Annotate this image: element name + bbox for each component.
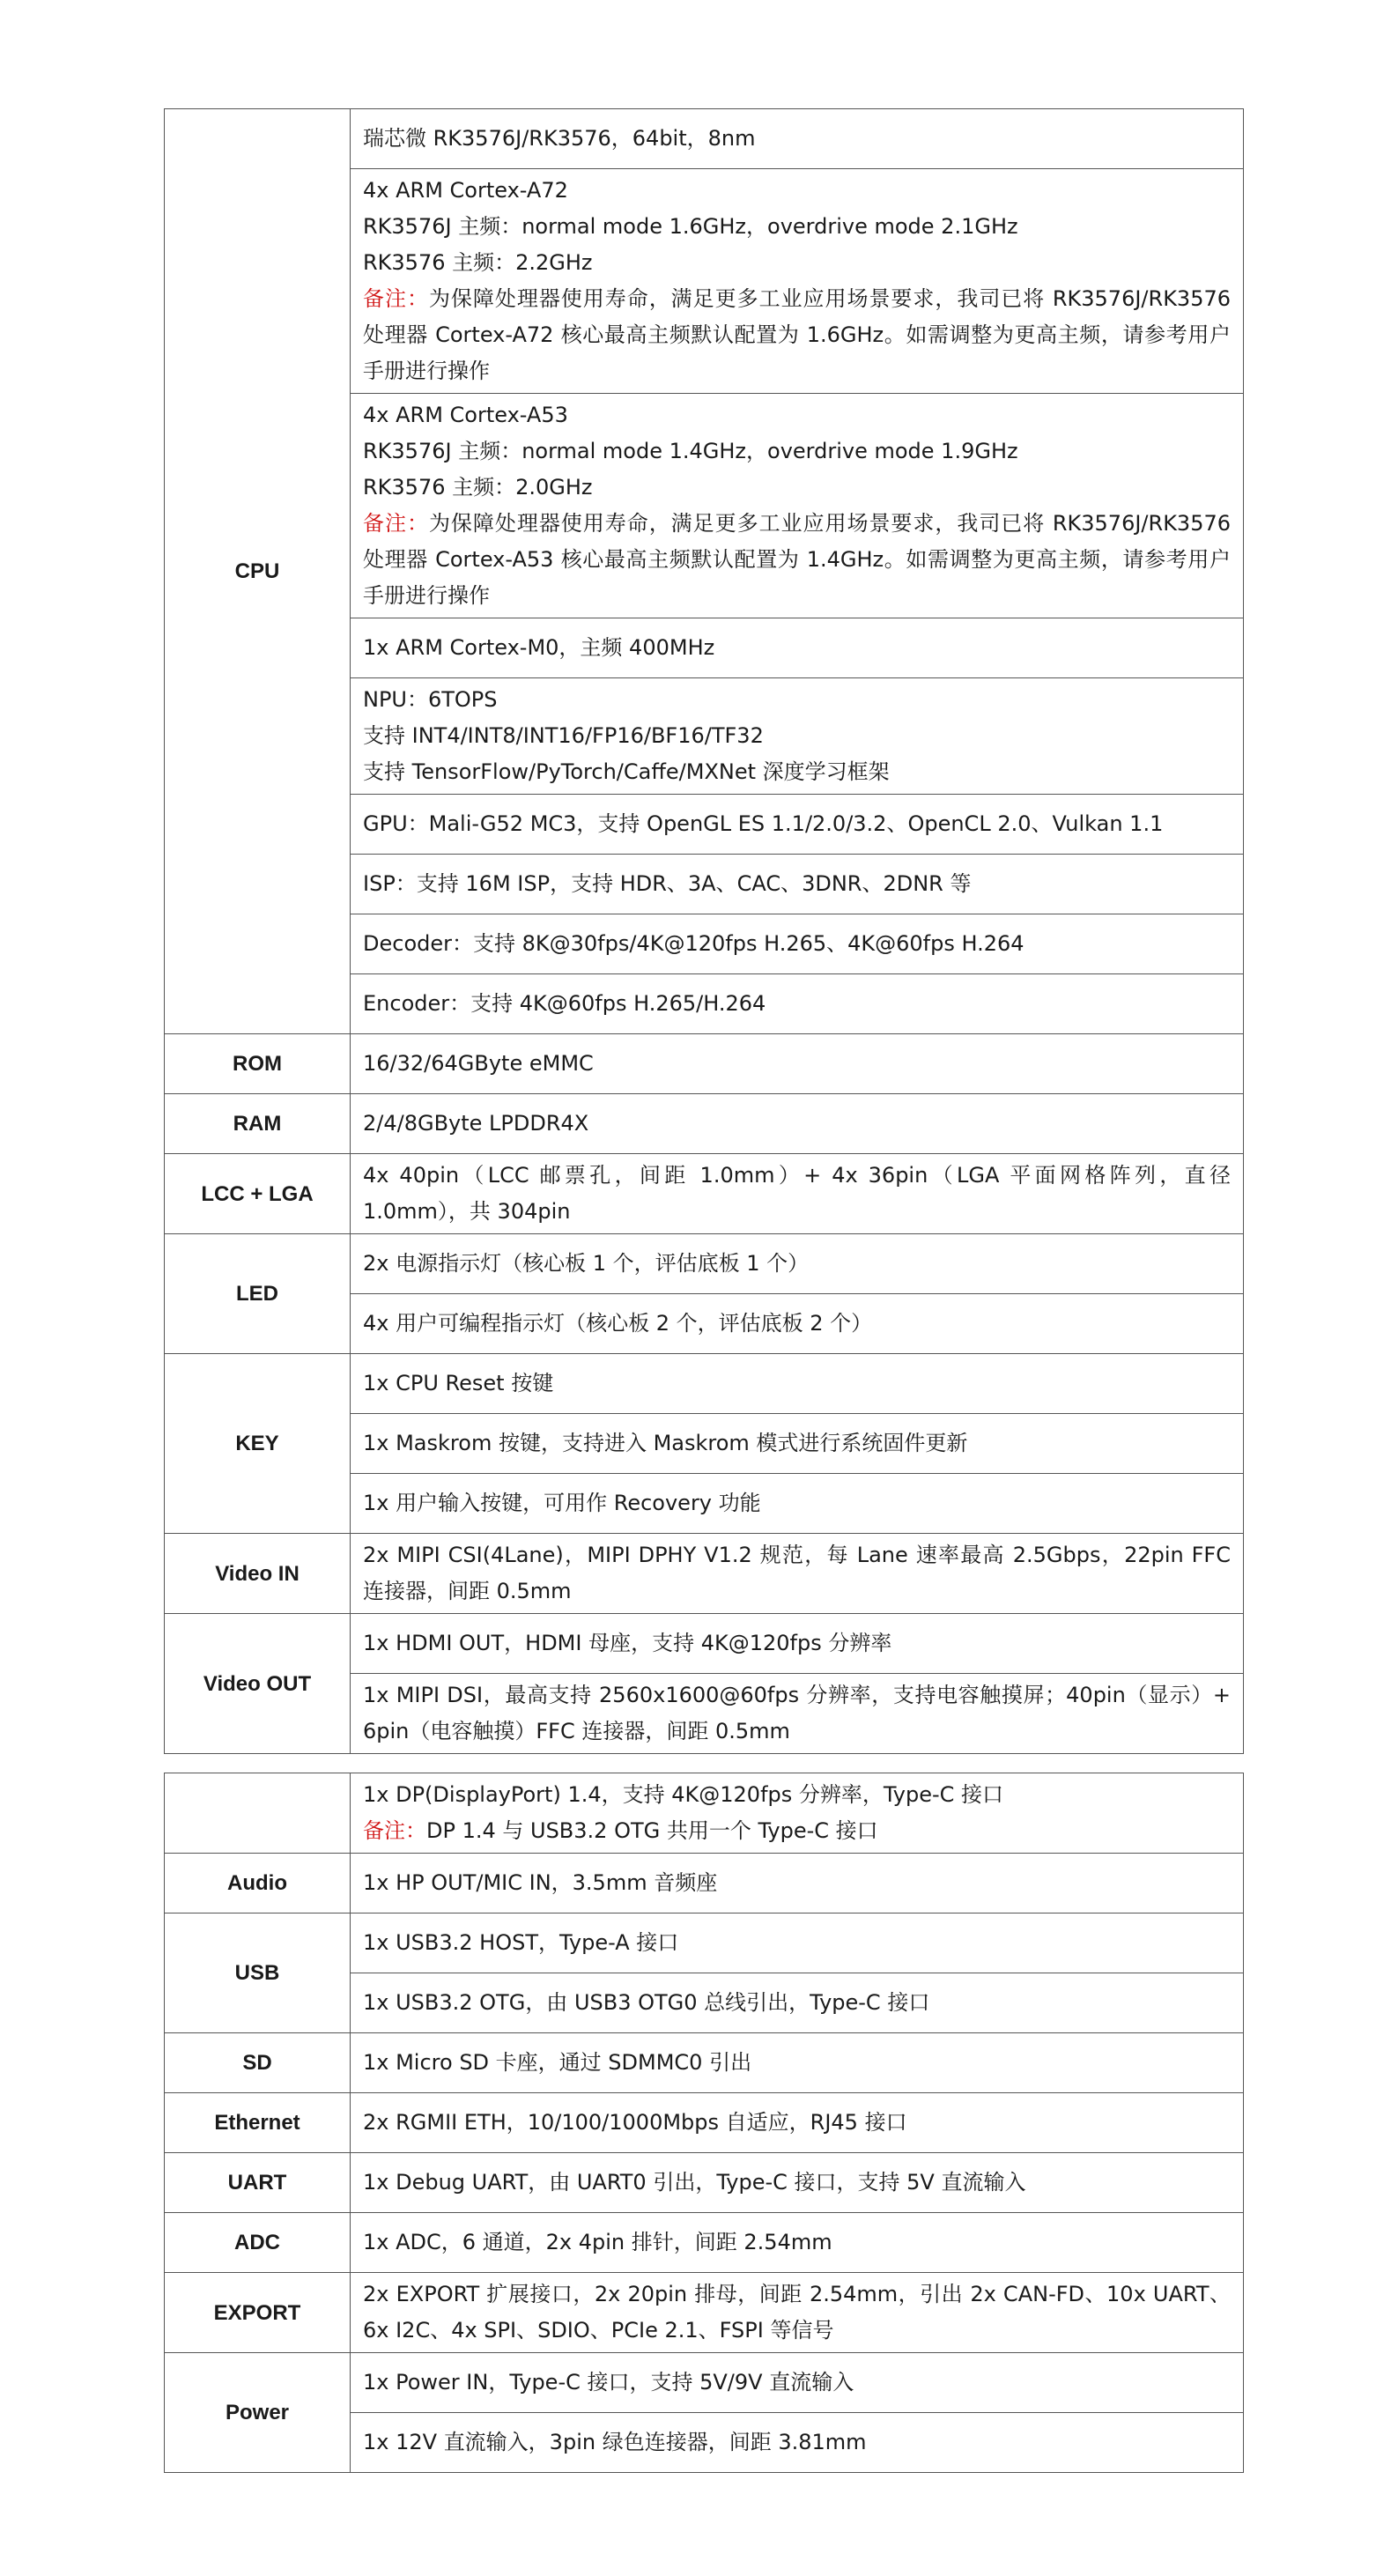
table-row xyxy=(165,1094,1244,1154)
spec-text: 2x RGMII ETH，10/100/1000Mbps 自适应，RJ45 接口 xyxy=(363,2110,907,2135)
table-row xyxy=(165,1614,1244,1674)
spec-cell xyxy=(351,855,1244,914)
row-label-blank xyxy=(165,1773,351,1854)
spec-line xyxy=(363,1677,1231,1750)
spec-cell xyxy=(351,2213,1244,2273)
spec-text: NPU：6TOPS xyxy=(363,687,498,712)
spec-text: 1x ADC，6 通道，2x 4pin 排针，间距 2.54mm xyxy=(363,2230,832,2254)
spec-text: 4x 用户可编程指示灯（核心板 2 个，评估底板 2 个） xyxy=(363,1311,873,1336)
spec-line xyxy=(363,718,1231,754)
spec-text: 4x 40pin（LCC 邮票孔，间距 1.0mm）+ 4x 36pin（LGA 平面网格阵列，直径 1.0mm），共 304pin xyxy=(363,1163,1231,1224)
spec-cell xyxy=(351,1034,1244,1094)
spec-cell xyxy=(351,1534,1244,1614)
spec-cell xyxy=(351,2153,1244,2213)
spec-line xyxy=(363,281,1231,389)
table-row xyxy=(165,1773,1244,1854)
table-row xyxy=(165,1354,1244,1414)
spec-line xyxy=(363,1158,1231,1230)
spec-text: RK3576 主频：2.2GHz xyxy=(363,250,593,275)
spec-line xyxy=(363,1366,1231,1402)
spec-text: 瑞芯微 RK3576J/RK3576，64bit，8nm xyxy=(363,126,756,151)
spec-line xyxy=(363,1425,1231,1462)
spec-table-2 xyxy=(164,1773,1244,2473)
row-label-sd: SD xyxy=(165,2033,351,2093)
spec-text: 16/32/64GByte eMMC xyxy=(363,1051,594,1076)
table-row xyxy=(165,2353,1244,2413)
spec-line xyxy=(363,2365,1231,2401)
spec-line xyxy=(363,433,1231,470)
note-label: 备注： xyxy=(363,1818,426,1843)
row-label-key: KEY xyxy=(165,1354,351,1534)
spec-text: 2x EXPORT 扩展接口，2x 20pin 排母，间距 2.54mm，引出 2x CAN-FD、10x UART、6x I2C、4x SPI、SDIO、PCIe 2.1、FSPI 等信号 xyxy=(363,2282,1231,2343)
spec-text: RK3576 主频：2.0GHz xyxy=(363,475,593,500)
note-label: 备注： xyxy=(363,511,429,536)
spec-text: 1x 12V 直流输入，3pin 绿色连接器，间距 3.81mm xyxy=(363,2430,867,2454)
spec-cell xyxy=(351,2033,1244,2093)
spec-text: 1x HDMI OUT，HDMI 母座，支持 4K@120fps 分辨率 xyxy=(363,1631,892,1655)
row-label-led: LED xyxy=(165,1234,351,1354)
spec-text: 为保障处理器使用寿命，满足更多工业应用场景要求，我司已将 RK3576J/RK3576 处理器 Cortex-A53 核心最高主频默认配置为 1.4GHz。如需调整为更高主频，请参考用户手册进行操作 xyxy=(363,511,1232,608)
spec-line xyxy=(363,397,1231,433)
spec-line xyxy=(363,1246,1231,1282)
spec-text: GPU：Mali-G52 MC3，支持 OpenGL ES 1.1/2.0/3.2、OpenCL 2.0、Vulkan 1.1 xyxy=(363,811,1164,836)
spec-cell xyxy=(351,1973,1244,2033)
spec-cell xyxy=(351,795,1244,855)
row-label-ram: RAM xyxy=(165,1094,351,1154)
spec-line xyxy=(363,1777,1231,1813)
spec-text: 1x HP OUT/MIC IN，3.5mm 音频座 xyxy=(363,1870,718,1895)
table-row xyxy=(165,1234,1244,1294)
row-label-ethernet: Ethernet xyxy=(165,2093,351,2153)
spec-line xyxy=(363,1813,1231,1849)
spec-line xyxy=(363,926,1231,962)
spec-text: 1x Maskrom 按键，支持进入 Maskrom 模式进行系统固件更新 xyxy=(363,1431,968,1455)
spec-text: 1x ARM Cortex-M0，主频 400MHz xyxy=(363,635,715,660)
spec-text: Encoder：支持 4K@60fps H.265/H.264 xyxy=(363,991,766,1016)
spec-line xyxy=(363,630,1231,666)
table-row xyxy=(165,2213,1244,2273)
table-row xyxy=(165,1913,1244,1973)
spec-cell xyxy=(351,914,1244,974)
spec-text: Decoder：支持 8K@30fps/4K@120fps H.265、4K@60fps H.264 xyxy=(363,931,1024,956)
spec-line xyxy=(363,1306,1231,1342)
spec-cell xyxy=(351,1614,1244,1674)
spec-text: 4x ARM Cortex-A53 xyxy=(363,403,568,427)
spec-line xyxy=(363,2045,1231,2081)
row-label-adc: ADC xyxy=(165,2213,351,2273)
row-label-lcc-lga: LCC + LGA xyxy=(165,1154,351,1234)
spec-line xyxy=(363,2276,1231,2349)
row-label-cpu: CPU xyxy=(165,109,351,1034)
spec-cell xyxy=(351,1294,1244,1354)
spec-line xyxy=(363,866,1231,902)
table-row xyxy=(165,2033,1244,2093)
spec-line xyxy=(363,173,1231,209)
spec-line xyxy=(363,121,1231,157)
spec-text: 4x ARM Cortex-A72 xyxy=(363,178,568,203)
spec-cell xyxy=(351,1773,1244,1854)
spec-cell xyxy=(351,2353,1244,2413)
spec-cell xyxy=(351,109,1244,169)
spec-text: 2x MIPI CSI(4Lane)，MIPI DPHY V1.2 规范，每 Lane 速率最高 2.5Gbps，22pin FFC 连接器，间距 0.5mm xyxy=(363,1543,1231,1603)
spec-cell xyxy=(351,1094,1244,1154)
spec-cell xyxy=(351,1354,1244,1414)
spec-text: 2x 电源指示灯（核心板 1 个，评估底板 1 个） xyxy=(363,1251,810,1276)
table-row xyxy=(165,2273,1244,2353)
row-label-rom: ROM xyxy=(165,1034,351,1094)
spec-text: 1x USB3.2 OTG，由 USB3 OTG0 总线引出，Type-C 接口 xyxy=(363,1990,930,2015)
spec-line xyxy=(363,754,1231,790)
spec-text: 1x 用户输入按键，可用作 Recovery 功能 xyxy=(363,1491,761,1515)
spec-line xyxy=(363,682,1231,718)
row-label-export: EXPORT xyxy=(165,2273,351,2353)
spec-text: 为保障处理器使用寿命，满足更多工业应用场景要求，我司已将 RK3576J/RK3576 处理器 Cortex-A72 核心最高主频默认配置为 1.6GHz。如需调整为更高主频，请参考用户手册进行操作 xyxy=(363,286,1232,383)
spec-text: ISP：支持 16M ISP，支持 HDR、3A、CAC、3DNR、2DNR 等 xyxy=(363,871,972,896)
spec-cell xyxy=(351,394,1244,618)
spec-line xyxy=(363,1046,1231,1082)
spec-text: 1x Micro SD 卡座，通过 SDMMC0 引出 xyxy=(363,2050,752,2075)
table-row xyxy=(165,1034,1244,1094)
spec-cell xyxy=(351,1854,1244,1913)
row-label-usb: USB xyxy=(165,1913,351,2033)
table-row xyxy=(165,2153,1244,2213)
spec-text: 1x MIPI DSI，最高支持 2560x1600@60fps 分辨率，支持电容触摸屏；40pin（显示）+ 6pin（电容触摸）FFC 连接器，间距 0.5mm xyxy=(363,1683,1231,1743)
spec-cell xyxy=(351,1234,1244,1294)
spec-text: 1x Debug UART，由 UART0 引出，Type-C 接口，支持 5V 直流输入 xyxy=(363,2170,1026,2195)
row-label-audio: Audio xyxy=(165,1854,351,1913)
spec-cell xyxy=(351,1414,1244,1474)
spec-cell xyxy=(351,1474,1244,1534)
spec-text: RK3576J 主频：normal mode 1.4GHz，overdrive mode 1.9GHz xyxy=(363,439,1018,463)
spec-text: 支持 INT4/INT8/INT16/FP16/BF16/TF32 xyxy=(363,723,764,748)
row-label-uart: UART xyxy=(165,2153,351,2213)
spec-text: 支持 TensorFlow/PyTorch/Caffe/MXNet 深度学习框架 xyxy=(363,759,890,784)
table-row xyxy=(165,1154,1244,1234)
note-label: 备注： xyxy=(363,286,429,311)
spec-text: 1x USB3.2 HOST，Type-A 接口 xyxy=(363,1930,679,1955)
spec-text: 1x DP(DisplayPort) 1.4，支持 4K@120fps 分辨率，Type-C 接口 xyxy=(363,1782,1004,1807)
spec-cell xyxy=(351,2413,1244,2473)
spec-line xyxy=(363,1925,1231,1961)
table-row xyxy=(165,2093,1244,2153)
row-label-video-out: Video OUT xyxy=(165,1614,351,1754)
row-label-video-in: Video IN xyxy=(165,1534,351,1614)
spec-line xyxy=(363,986,1231,1022)
spec-table-1 xyxy=(164,108,1244,1754)
spec-cell xyxy=(351,1154,1244,1234)
spec-line xyxy=(363,1625,1231,1662)
spec-text: DP 1.4 与 USB3.2 OTG 共用一个 Type-C 接口 xyxy=(426,1818,878,1843)
spec-line xyxy=(363,2424,1231,2461)
spec-text: 2/4/8GByte LPDDR4X xyxy=(363,1111,589,1136)
spec-line xyxy=(363,1985,1231,2021)
spec-line xyxy=(363,506,1231,614)
spec-cell xyxy=(351,2273,1244,2353)
spec-line xyxy=(363,806,1231,842)
spec-cell xyxy=(351,618,1244,678)
spec-cell xyxy=(351,678,1244,795)
spec-cell xyxy=(351,2093,1244,2153)
spec-cell xyxy=(351,974,1244,1034)
spec-line xyxy=(363,2224,1231,2261)
spec-text: 1x CPU Reset 按键 xyxy=(363,1371,554,1395)
spec-line xyxy=(363,1106,1231,1142)
spec-line xyxy=(363,245,1231,281)
spec-text: RK3576J 主频：normal mode 1.6GHz，overdrive mode 2.1GHz xyxy=(363,214,1018,239)
spec-line xyxy=(363,209,1231,245)
spec-cell xyxy=(351,1674,1244,1754)
spec-line xyxy=(363,470,1231,506)
spec-line xyxy=(363,2165,1231,2201)
spec-cell xyxy=(351,169,1244,394)
spec-cell xyxy=(351,1913,1244,1973)
table-row xyxy=(165,1534,1244,1614)
spec-line xyxy=(363,2105,1231,2141)
table-row xyxy=(165,1854,1244,1913)
spec-line xyxy=(363,1865,1231,1901)
spec-line xyxy=(363,1485,1231,1521)
spec-line xyxy=(363,1537,1231,1610)
spec-text: 1x Power IN，Type-C 接口，支持 5V/9V 直流输入 xyxy=(363,2370,854,2395)
table-row xyxy=(165,109,1244,169)
row-label-power: Power xyxy=(165,2353,351,2473)
